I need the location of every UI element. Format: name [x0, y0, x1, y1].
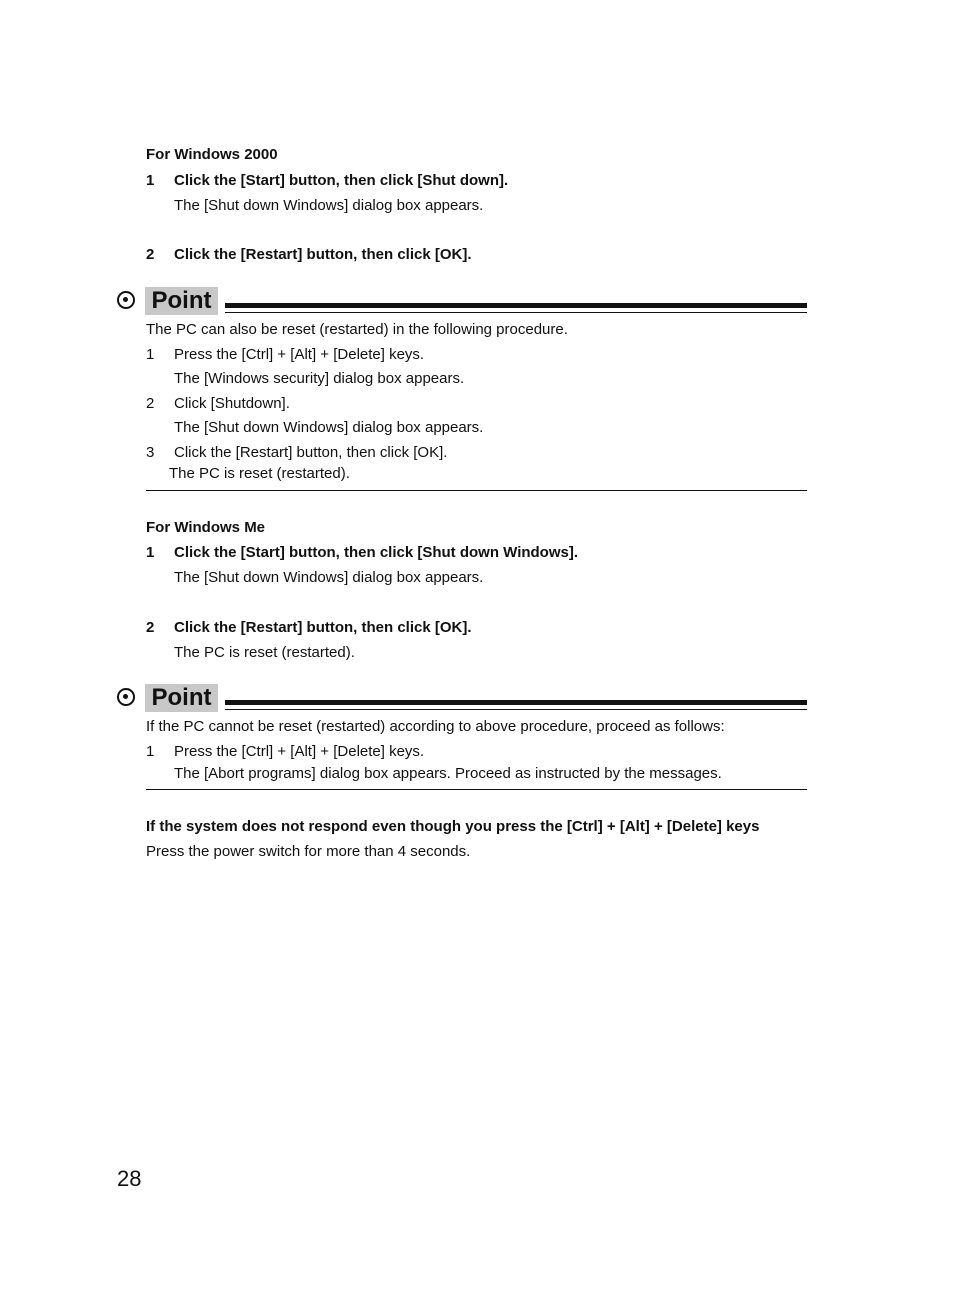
target-icon	[117, 291, 135, 309]
step-instruction: Click the [Restart] button, then click [OK].	[174, 444, 448, 461]
page-number: 28	[117, 1166, 142, 1191]
point-intro: If the PC cannot be reset (restarted) according to above procedure, proceed as follows:	[146, 718, 725, 735]
divider	[225, 709, 807, 710]
step-number: 3	[146, 444, 155, 461]
step-result: The [Shut down Windows] dialog box appears.	[174, 569, 484, 586]
step-result: The [Shut down Windows] dialog box appears.	[174, 197, 484, 214]
section-heading-windows-me: For Windows Me	[146, 519, 266, 536]
point-label: Point	[145, 287, 218, 315]
step-number: 1	[146, 172, 155, 189]
point-header	[117, 684, 807, 714]
step-result: The PC is reset (restarted).	[169, 465, 350, 482]
step-instruction: Click the [Start] button, then click [Shut down].	[174, 172, 509, 189]
divider	[225, 312, 807, 313]
no-response-text: Press the power switch for more than 4 seconds.	[146, 843, 471, 860]
step-number: 1	[146, 743, 155, 760]
step-number: 2	[146, 246, 155, 263]
point-intro: The PC can also be reset (restarted) in the following procedure.	[146, 321, 568, 338]
step-number: 2	[146, 395, 155, 412]
step-instruction: Click the [Start] button, then click [Shut down Windows].	[174, 544, 579, 561]
step-result: The [Shut down Windows] dialog box appears.	[174, 419, 484, 436]
step-number: 2	[146, 619, 155, 636]
point-header	[117, 287, 807, 317]
section-heading-windows-2000: For Windows 2000	[146, 146, 278, 163]
no-response-heading: If the system does not respond even though you press the [Ctrl] + [Alt] + [Delete] keys	[146, 818, 760, 835]
step-number: 1	[146, 346, 155, 363]
step-instruction: Press the [Ctrl] + [Alt] + [Delete] keys.	[174, 743, 425, 760]
divider	[225, 700, 807, 705]
point-label: Point	[145, 684, 218, 712]
step-instruction: Click the [Restart] button, then click [OK].	[174, 619, 472, 636]
step-result: The [Abort programs] dialog box appears. Proceed as instructed by the messages.	[174, 765, 722, 782]
step-instruction: Press the [Ctrl] + [Alt] + [Delete] keys.	[174, 346, 425, 363]
divider	[225, 303, 807, 308]
step-result: The PC is reset (restarted).	[174, 644, 355, 661]
step-instruction: Click the [Restart] button, then click [OK].	[174, 246, 472, 263]
step-instruction: Click [Shutdown].	[174, 395, 290, 412]
target-icon	[117, 688, 135, 706]
step-number: 1	[146, 544, 155, 561]
step-result: The [Windows security] dialog box appears.	[174, 370, 465, 387]
point-end-divider	[146, 490, 807, 491]
point-end-divider	[146, 789, 807, 790]
